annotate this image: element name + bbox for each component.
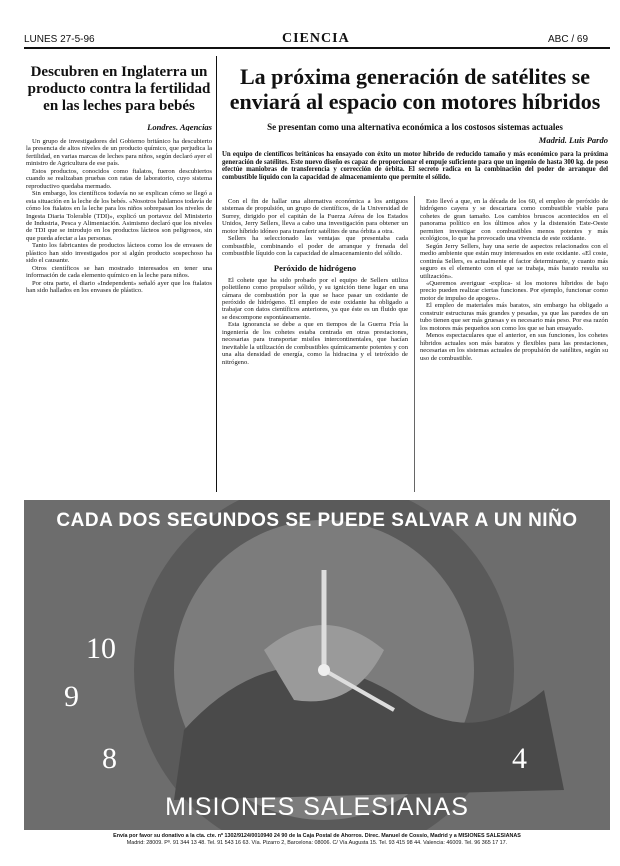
paragraph: Otros científicos se han mostrado interesados en tener una información de cada elemento químico en la leche para niños. bbox=[26, 264, 212, 280]
paragraph: Tanto los fabricantes de productos lácteos como los de envases de plástico han sido investigados por si algún producto sospechoso ha sido el causante. bbox=[26, 242, 212, 265]
section-title: CIENCIA bbox=[282, 31, 350, 46]
ad-footer bbox=[24, 833, 610, 846]
paragraph: Sellers ha seleccionado las ventajas que presentaba cada combustible, combinando el poder de arranque y frenada del combustible líquido con la capacidad de almacenamiento del sólido. bbox=[222, 235, 408, 258]
main-article-lead: Un equipo de científicos británicos ha ensayado con éxito un motor híbrido de reducido tamaño y más económico para la próxima generación de satélites. Este nuevo diseño es capaz de proporcionar el empuje suficiente para que un ingenio de hasta 300 kg. de peso efectúe maniobras de transferencia y corrección de órbita. El secreto radica en la combinación del poder de arranque del combustible líquido con la capacidad de almacenamiento que permite el sólido. bbox=[222, 151, 608, 181]
page-date: LUNES 27-5-96 bbox=[24, 34, 95, 45]
column-divider bbox=[216, 56, 217, 492]
paragraph: Esto llevó a que, en la década de los 60, el empleo de peróxido de hidrógeno cayera y se descartara como combustible viable para cohetes de gran tamaño. Los cambios bruscos acontecidos en el panorama político en los últimos años y la distensión Este-Oeste permiten investigar con combustibles menos potentes y más ecológicos, lo que ha provocado una vivencia de este oxidante. bbox=[420, 198, 608, 243]
ad-banner: CADA DOS SEGUNDOS SE PUEDE SALVAR A UN NIÑO bbox=[56, 510, 578, 531]
footer-line: Madrid: 28009. Pº. 91 344 13 48. Tel. 91 543 16 63. Vía. Pizarro 2, Barcelona: 08006. C/ Vía Augusta 15. Tel. 93 415 98 44. Valencia: 46009. Tel. 96 365 17 17. bbox=[126, 839, 508, 846]
left-article-headline: Descubren en Inglaterra un producto contra la fertilidad en las leches para bebés bbox=[27, 64, 211, 114]
paragraph: Por otra parte, el diario «Independent» señaló ayer que los ftalatos han sido hallados en los envases de plástico. bbox=[26, 279, 212, 295]
paragraph: Menos espectaculares que el anterior, en sus funciones, los cohetes híbridos actuales son más baratos y flexibles para las prestaciones, necesarias en los sistemas actuales de propulsión de satélites, según su uso de combustible. bbox=[420, 332, 608, 362]
footer-line: Envía por favor su donativo a la cta. cte. nº 1302/9124/0010940 24 90 de la Caja Postal de Ahorros. Direc. Manuel de Cossío, Madrid y a MISIONES SALESIANAS bbox=[113, 833, 521, 839]
paragraph: Según Jerry Sellers, hay una serie de aspectos relacionados con el medio ambiente que están muy interesados en este oxidante. «El coste, continúa Sellers, es actualmente el factor determinante, y cuanto más seguro es el elemento con el que se trabaja, más barato resulta su utilización». bbox=[420, 242, 608, 280]
clock-number: 4 bbox=[512, 742, 527, 775]
paragraph: Esta ignorancia se debe a que en tiempos de la Guerra Fría la ingeniería de los cohetes estaba centrada en otras prestaciones, necesarias para transportar misiles intercontinentales, que hacían inevitable la utilización de combustibles químicamente potentes y con una alta densidad de energía, como la hidracina y el tetróxido de nitrógeno. bbox=[222, 321, 408, 366]
subheading: Peróxido de hidrógeno bbox=[273, 262, 357, 273]
header-rule bbox=[24, 47, 610, 49]
paragraph: Con el fin de hallar una alternativa económica a los antiguos sistemas de propulsión, un grupo de científicos, de la Universidad de Surrey, dirigido por el capitán de la Fuerza Aérea de los Estados Unidos, Jerry Sellers, lleva a cabo una investigación para obtener un motor híbrido idóneo para transferir satélites de una órbita a otra. bbox=[222, 198, 408, 235]
main-article-byline: Madrid. Luis Pardo bbox=[538, 137, 608, 145]
main-article-headline: La próxima generación de satélites se enviará al espacio con motores híbridos bbox=[229, 64, 601, 114]
ad-logo: MISIONES SALESIANAS bbox=[165, 793, 469, 821]
advertisement bbox=[24, 500, 610, 830]
main-article-column-1 bbox=[222, 198, 408, 492]
left-article-body bbox=[26, 138, 212, 492]
clock-number: 10 bbox=[86, 632, 116, 665]
paragraph: «Queremos averiguar -explica- si los motores híbridos de bajo precio pueden realizar ciertas funciones. Por ejemplo, funcionar como motor de impulso de apogeo». bbox=[420, 279, 608, 302]
paragraph: Un grupo de investigadores del Gobierno británico ha descubierto la presencia de altos niveles de un producto químico, que perjudica la fertilidad, en varias marcas de leches para niños, según declaró ayer el ministro de Agricultura de ese país. bbox=[26, 138, 212, 168]
main-article-column-2 bbox=[420, 198, 608, 492]
paragraph: El empleo de materiales más baratos, sin embargo ha obligado a construir estructuras más grandes y pesadas, ya que las paredes de un tubo tienen que ser más gruesas y es necesario más peso. Por esa razón los motores más pequeños son como los que se han ensayado. bbox=[420, 302, 608, 332]
paragraph: Sin embargo, los científicos todavía no se explican cómo se llegó a esta situación en la leche de los bebés. «Nosotros hablamos todavía de cómo los ftalatos en la leche para los niños sobrepasan los niveles de Ingesta Diaria Tolerable (TDI)», explicó un portavoz del Ministerio de Industria, Pesca y Alimentación. Asimismo declaró que los niveles de TDI que se introdujo en los productos lácteos son peligrosos, sin que pueda afectar a las personas. bbox=[26, 190, 212, 242]
left-article-byline: Londres. Agencias bbox=[147, 124, 212, 132]
paragraph: El cohete que ha sido probado por el equipo de Sellers utiliza polietileno como propulsor sólido, y su ignición tiene lugar en una cámara de combustión por la que se hace pasar un oxidante de peróxido de hidrógeno. El empleo de este oxidante ha obligado a trabajar con datos científicos anteriores, ya que éste es un fluido que se descompone espontáneamente. bbox=[222, 276, 408, 321]
clock-number: 8 bbox=[102, 742, 117, 775]
clock-number: 9 bbox=[64, 680, 79, 713]
column-divider bbox=[414, 196, 415, 492]
page-number: ABC / 69 bbox=[548, 34, 589, 45]
main-article-subheadline: Se presentan como una alternativa económica a los costosos sistemas actuales bbox=[267, 122, 563, 132]
paragraph: Estos productos, conocidos como ftalatos, fueron descubiertos cuando se realizaban pruebas con ratas de laboratorio, cuyo sistema reproductivo quedaba mermado. bbox=[26, 167, 212, 190]
